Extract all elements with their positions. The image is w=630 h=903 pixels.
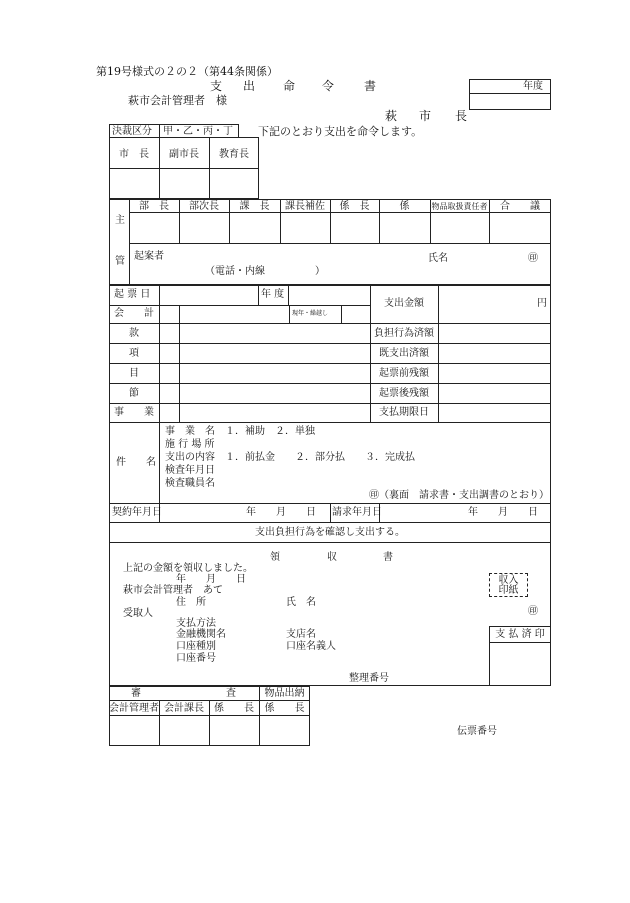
reference-number: 整理番号: [349, 673, 389, 684]
payment-detail: 支出の内容 １．前払金 ２．部分払 ３．完成払: [165, 452, 415, 463]
stamp-label-1: 収入: [498, 575, 519, 586]
order-text: 下記のとおり支出を命令します。: [258, 125, 423, 138]
site-label: 施 行 場 所: [165, 439, 215, 450]
role-bucho: 部 長: [139, 201, 169, 212]
role-section-chief-goods: 係 長: [264, 703, 305, 714]
role-bujicho: 部次長: [189, 201, 219, 212]
role-section-chief: 係 長: [214, 703, 254, 714]
payment-deadline: 支払期限日: [379, 407, 429, 418]
kessai-label: 決裁区分: [112, 126, 152, 137]
balance-after: 起票後残額: [379, 388, 429, 399]
confirm-text: 支出負担行為を確認し支出する。: [255, 527, 405, 538]
receipt-seal: ㊞: [528, 606, 538, 617]
receipt-title-char: 領: [270, 552, 280, 563]
received-text: 上記の金額を領収しました。: [123, 563, 253, 574]
phone-label: （電話・内線 ）: [205, 266, 325, 277]
fy-label: 年 度: [261, 289, 285, 300]
addressee: 萩市会計管理者 様: [128, 94, 227, 107]
inspection-date: 検査年月日: [165, 465, 215, 476]
recipient-label: 受取人: [123, 608, 153, 619]
inspector-name: 検査職員名: [165, 478, 215, 489]
title-char: 命: [283, 79, 296, 93]
kessai-options[interactable]: 甲・乙・丙・丁: [163, 126, 233, 137]
role-kakaricho: 係 長: [339, 201, 370, 212]
signer-education: 教育長: [219, 149, 249, 160]
issuer-char: 長: [455, 109, 468, 123]
request-date-label: 請求年月日: [332, 507, 382, 518]
name-label: 氏名: [428, 253, 448, 264]
drafter-label: 起案者: [134, 251, 164, 262]
role-kakari: 係: [399, 201, 410, 212]
request-date: 年 月 日: [468, 507, 538, 518]
role-accounting-manager: 会計管理者: [109, 703, 159, 714]
fund-label: 現年・繰越し: [292, 310, 329, 317]
business-name: 事 業 名 １．補助 ２．単独: [165, 426, 315, 437]
matter-label: 件 名: [116, 457, 156, 468]
title-char: 支: [210, 79, 223, 93]
balance-before: 起票前残額: [379, 368, 429, 379]
matter-note: ㊞（裏面 請求書・支出調書のとおり）: [369, 490, 549, 501]
audit-char: 査: [226, 688, 236, 699]
dept-side-bottom: 管: [115, 256, 125, 267]
role-consultation: 合 議: [500, 201, 540, 212]
dept-side-top: 主: [115, 215, 125, 226]
paid-stamp-label: 支 払 済 印: [495, 629, 545, 640]
business-label: 事 業: [114, 407, 154, 418]
receipt-title-char: 書: [383, 552, 393, 563]
payment-method: 支払方法: [176, 618, 216, 629]
paid-amount: 既支出済額: [379, 348, 429, 359]
row-moku: 目: [129, 368, 139, 379]
receipt-title-char: 収: [327, 552, 337, 563]
title-char: 出: [243, 79, 256, 93]
signer-vice-mayor: 副市長: [169, 149, 199, 160]
receipt-date: 年 月 日: [176, 574, 246, 585]
addressed-to: 萩市会計管理者 あて: [123, 585, 223, 596]
form-number: 第19号様式の２の２（第44条関係）: [96, 65, 278, 78]
row-kou: 項: [129, 348, 139, 359]
role-kacho: 課 長: [239, 201, 270, 212]
draft-date-label: 起 票 日: [114, 289, 151, 300]
contract-date-label: 契約年月日: [112, 507, 162, 518]
amount-label: 支出金額: [384, 298, 424, 309]
committed-amount: 負担行為済額: [374, 328, 434, 339]
account-type: 口座種別: [176, 641, 216, 652]
branch-name: 支店名: [286, 629, 316, 640]
row-setsu: 節: [129, 388, 139, 399]
fiscal-year-label: 年度: [523, 81, 543, 92]
issuer-char: 市: [419, 109, 432, 123]
account-holder: 口座名義人: [286, 641, 336, 652]
stamp-label-2: 印紙: [498, 585, 519, 596]
issuer-char: 萩: [385, 109, 398, 123]
slip-number: 伝票番号: [457, 726, 497, 737]
row-kan: 款: [129, 328, 139, 339]
role-accounting-chief: 会計課長: [164, 703, 204, 714]
account-number: 口座番号: [176, 653, 216, 664]
yen-mark: 円: [537, 298, 547, 309]
receipt-name-label: 氏 名: [286, 597, 316, 608]
title-char: 書: [364, 79, 377, 93]
address-label: 住 所: [176, 597, 206, 608]
bank-name: 金融機関名: [176, 629, 226, 640]
role-kacho-hosa: 課長補佐: [285, 201, 325, 212]
role-goods-manager: 物品取扱責任者: [431, 202, 488, 211]
title-char: 令: [322, 79, 335, 93]
signer-mayor: 市 長: [119, 149, 149, 160]
contract-date: 年 月 日: [246, 507, 316, 518]
account-label: 会 計: [114, 308, 154, 319]
goods-label: 物品出納: [264, 688, 305, 699]
audit-char: 審: [131, 688, 141, 699]
seal-mark: ㊞: [528, 253, 538, 264]
